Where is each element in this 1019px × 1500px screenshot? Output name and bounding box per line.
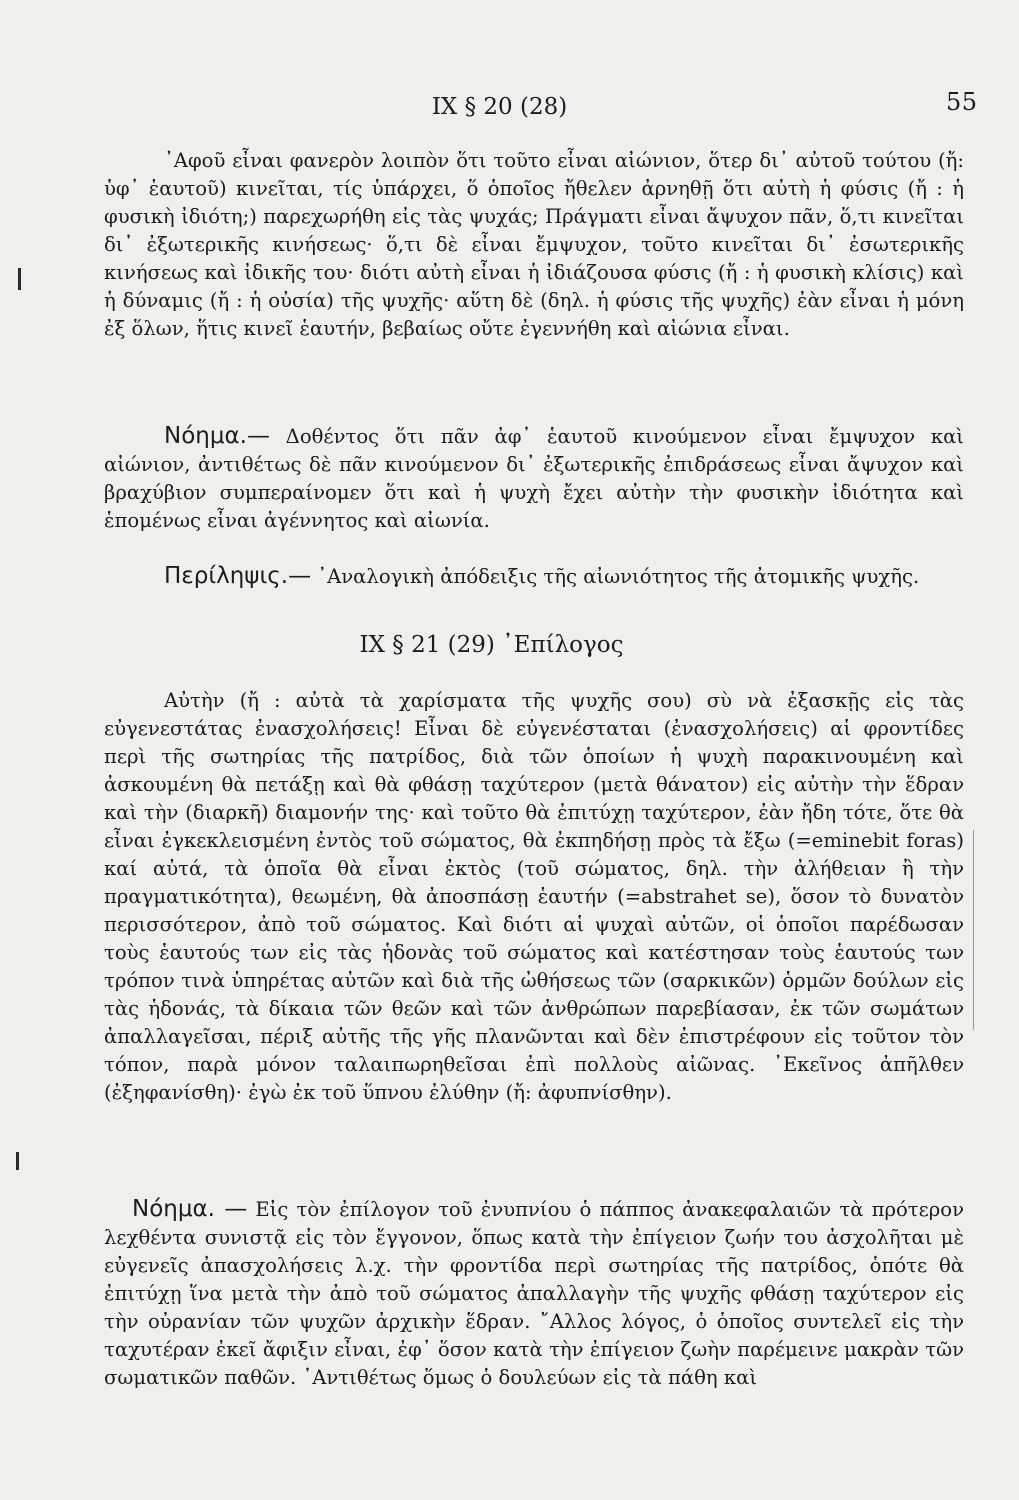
paragraph-text: Αὐτὴν (ἤ : αὐτὰ τὰ χαρίσματα τῆς ψυχῆς σου) σὺ νὰ ἐξασκῇς εἰς τὰς εὐγενεστάτας ἐνασχολήσεις! Εἶναι δὲ εὐγενέσταται (ἐνασχολήσεις) αἱ φροντίδες περὶ τῆς σωτηρίας τῆς πατρίδος, διὰ τῶν ὁποίων ἡ ψυχὴ παρακινουμένη καὶ ἀσκουμένη θὰ πετάξῃ καὶ θὰ φθάσῃ ταχύτερον (μετὰ θάνατον) εἰς αὐτὴν τὴν ἕδραν καὶ τὴν (διαρκῆ) διαμονήν της· καὶ τοῦτο θὰ ἐπιτύχῃ ταχύτερον, ἐὰν ἤδη τότε, ὅτε θὰ εἶναι ἐγκεκλεισμένη ἐντὸς τοῦ σώματος, θὰ ἐκπηδήσῃ πρὸς τὰ ἔξω (=eminebit foras) καί αὐτά, τὰ ὁποῖα θὰ εἶναι ἐκτὸς (τοῦ σώματος, δηλ. τὴν ἀλήθειαν ἢ τὴν πραγματικότητα), θεωμένη, θὰ ἀποσπάσῃ ἑαυτήν (=abstrahet se), ὅσον τὸ δυνατὸν περισσότερον, ἀπὸ τοῦ σώματος. Καὶ διότι αἱ ψυχαὶ αὐτῶν, οἱ ὁποῖοι παρέδωσαν τοὺς ἑαυτούς των εἰς τὰς ἡδονὰς τοῦ σώματος καὶ κατέστησαν τοὺς ἑαυτούς των τρόπον τινὰ ὑπηρέτας αὐτῶν καὶ διὰ τῆς ὠθήσεως τῶν (σαρκικῶν) ὁρμῶν δούλων εἰς τὰς ἡδονάς, τὰ δίκαια τῶν θεῶν καὶ τῶν ἀνθρώπων παρεβίασαν, ἐκ τῶν σωμάτων ἀπαλλαγεῖσαι, πέριξ αὐτῆς τῆς γῆς πλανῶνται καὶ δὲν ἐπιστρέφουν εἰς τοῦτον τὸν τόπον, παρὰ μόνον ταλαιπωρηθεῖσαι ἐπὶ πολλοὺς αἰῶνας. ᾿Εκεῖνος ἀπῆλθεν (ἐξηφανίσθη)· ἐγὼ ἐκ τοῦ ὕπνου ἐλύθην (ἤ: ἀφυπνίσθην). (104, 688, 964, 1104)
scan-edge-mark (18, 268, 21, 290)
meaning-paragraph (104, 422, 964, 535)
body-paragraph (104, 146, 964, 343)
scan-edge-mark (16, 1152, 19, 1170)
page-number: 55 (946, 88, 978, 116)
paragraph-lead: Νόημα.— (164, 422, 270, 449)
summary-paragraph (104, 562, 964, 591)
paragraph-text: Δοθέντος ὅτι πᾶν ἀφ᾿ ἑαυτοῦ κινούμενον εἶναι ἔμψυχον καὶ αἰώνιον, ἀντιθέτως δὲ πᾶν κινούμενον δι᾿ ἐξωτερικῆς ἐπιδράσεως εἶναι ἄψυχον καὶ βραχύβιον συμπεραίνομεν ὅτι καὶ ἡ ψυχὴ ἔχει αὐτὴν τὴν φυσικὴν ἰδιότητα καὶ ἑπομένως εἶναι ἀγέννητος καὶ αἰωνία. (104, 424, 964, 532)
scan-margin-rule (973, 830, 974, 1030)
meaning-paragraph (104, 1195, 964, 1392)
paragraph-text: ᾿Αφοῦ εἶναι φανερὸν λοιπὸν ὅτι τοῦτο εἶναι αἰώνιον, ὅτερ δι᾿ αὐτοῦ τούτου (ἤ: ὑφ᾿ ἑαυτοῦ) κινεῖται, τίς ὑπάρχει, ὅ ὁποῖος ἤθελεν ἀρνηθῇ ὅτι αὐτὴ ἡ φύσις (ἤ : ἡ φυσικὴ ἰδιότη;) παρεχωρήθη εἰς τὰς ψυχάς; Πράγματι εἶναι ἄψυχον πᾶν, ὅ,τι κινεῖται δι᾿ ἐξωτερικῆς κινήσεως· ὅ,τι δὲ εἶναι ἔμψυχον, τοῦτο κινεῖται δι᾿ ἐσωτερικῆς κινήσεως καὶ ἰδικῆς του· διότι αὐτὴ εἶναι ἡ ἰδιάζουσα φύσις (ἤ : ἡ φυσικὴ κλίσις) καὶ ἡ δύναμις (ἤ : ἡ οὐσία) τῆς ψυχῆς· αὕτη δὲ (δηλ. ἡ φύσις τῆς ψυχῆς) ἐὰν εἶναι ἡ μόνη ἐξ ὅλων, ἥτις κινεῖ ἑαυτήν, βεβαίως οὔτε ἐγεννήθη καὶ αἰώνια εἶναι. (104, 148, 964, 340)
section-heading: IX § 21 (29) ᾿Επίλογος (359, 632, 624, 658)
section-heading: IX § 20 (28) (431, 94, 568, 120)
paragraph-text: ᾿Αναλογικὴ ἀπόδειξις τῆς αἰωνιότητος τῆς ἀτομικῆς ψυχῆς. (311, 564, 920, 588)
paragraph-lead: Νόημα. — (132, 1195, 248, 1222)
body-paragraph (104, 686, 964, 1107)
paragraph-text: Εἰς τὸν ἐπίλογον τοῦ ἐνυπνίου ὁ πάππος ἀνακεφαλαιῶν τὰ πρότερον λεχθέντα συνιστᾷ εἰς τὸν ἔγγονον, ὅπως κατὰ τὴν ἐπίγειον ζωήν του ἀσχολῆται μὲ εὐγενεῖς ἀπασχολήσεις λ.χ. τὴν φροντίδα περὶ σωτηρίας τῆς πατρίδος, ὁπότε θὰ ἐπιτύχῃ ἵνα μετὰ τὴν ἀπὸ τοῦ σώματος ἀπαλλαγὴν τῆς ψυχῆς φθάσῃ ταχύτερον εἰς τὴν οὐρανίαν τῶν ψυχῶν ἀρχικὴν ἕδραν. ῎Αλλος λόγος, ὁ ὁποῖος συντελεῖ εἰς τὴν ταχυτέραν ἐκεῖ ἄφιξιν εἶναι, ἐφ᾿ ὅσον κατὰ τὴν ἐπίγειον ζωὴν παρέμεινε μακρὰν τῶν σωματικῶν παθῶν. ᾿Αντιθέτως ὅμως ὁ δουλεύων εἰς τὰ πάθη καὶ (104, 1197, 964, 1389)
paragraph-lead: Περίληψις.— (164, 562, 312, 589)
